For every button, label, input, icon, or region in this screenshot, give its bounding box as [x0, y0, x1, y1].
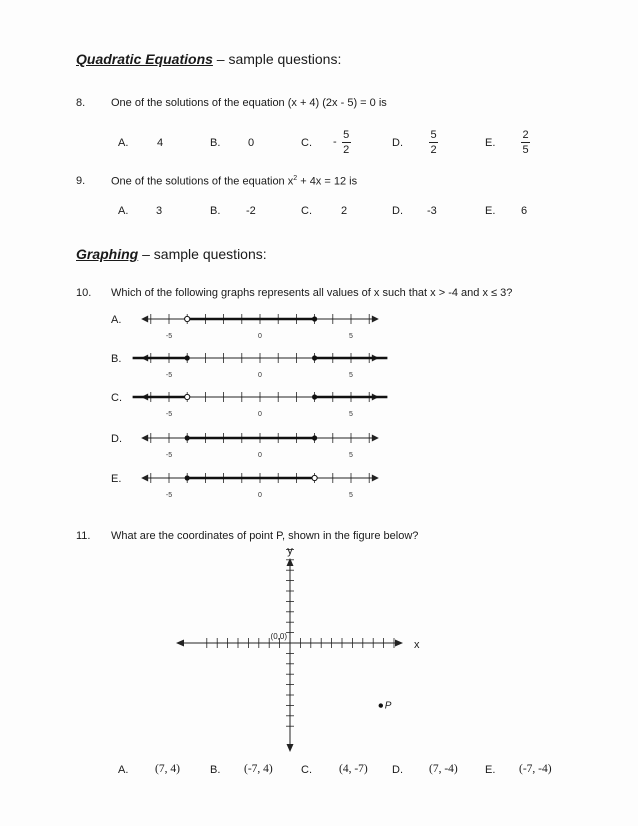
- point-p: [379, 703, 383, 707]
- question-number: 9.: [76, 175, 86, 187]
- option-letter: A.: [118, 137, 129, 149]
- option-letter: B.: [210, 137, 221, 149]
- closed-endpoint: [312, 355, 317, 360]
- graph-option-letter: D.: [111, 433, 122, 445]
- closed-endpoint: [312, 394, 317, 399]
- option-value: (-7, 4): [244, 763, 273, 775]
- option-fraction: [429, 129, 438, 156]
- tick-label: -5: [165, 372, 173, 379]
- option-value: 4: [157, 137, 164, 149]
- option-value: 3: [156, 205, 163, 217]
- origin-label: (0,0): [270, 632, 287, 641]
- section-title-underlined: Graphing: [76, 246, 139, 262]
- tick-label: 0: [258, 411, 262, 418]
- fraction-denominator: 5: [522, 144, 529, 156]
- option-letter: E.: [485, 205, 496, 217]
- question-text: One of the solutions of the equation (x + 4) (2x - 5) = 0 is: [111, 97, 387, 109]
- section-title-underlined: Quadratic Equations: [76, 51, 213, 67]
- option-letter: C.: [301, 764, 312, 776]
- point-p-label: P: [384, 700, 392, 712]
- tick-label: 0: [258, 492, 262, 499]
- question-number: 10.: [76, 287, 92, 299]
- exponent: 2: [293, 175, 298, 182]
- arrow-right-icon: [372, 475, 379, 482]
- tick-label: -5: [165, 333, 173, 340]
- question-text: What are the coordinates of point P, shown in the figure below?: [111, 530, 419, 542]
- arrow-up-icon: [287, 558, 294, 566]
- tick-label: -5: [165, 411, 173, 418]
- tick-label: 5: [349, 333, 353, 340]
- option-value: (7, -4): [429, 763, 458, 775]
- tick-label: 5: [349, 492, 353, 499]
- question-number: 11.: [76, 530, 91, 542]
- tick-label: -5: [165, 492, 173, 499]
- graph-option-letter: E.: [111, 473, 122, 485]
- option-letter: A.: [118, 764, 129, 776]
- question-number: 8.: [76, 97, 86, 109]
- fraction-sign: -: [333, 136, 337, 149]
- option-letter: D.: [392, 764, 403, 776]
- tick-label: 0: [258, 452, 262, 459]
- arrow-right-icon: [372, 435, 379, 442]
- closed-endpoint: [185, 355, 190, 360]
- question-text-start: One of the solutions of the equation x: [111, 175, 294, 188]
- option-value: (-7, -4): [519, 763, 552, 775]
- option-fraction: [333, 129, 351, 156]
- option-value: (7, 4): [155, 763, 180, 775]
- option-value: 2: [341, 205, 348, 217]
- closed-endpoint: [312, 316, 317, 321]
- section-title-rest: – sample questions:: [138, 246, 267, 262]
- open-endpoint: [185, 316, 190, 321]
- tick-label: 5: [349, 411, 353, 418]
- option-value: -2: [246, 205, 256, 217]
- tick-label: 5: [349, 372, 353, 379]
- question-text-end: + 4x = 12 is: [297, 175, 358, 188]
- arrow-left-icon: [176, 640, 184, 647]
- arrow-left-icon: [141, 475, 148, 482]
- section-title-quadratic: [76, 51, 341, 67]
- option-letter: B.: [210, 764, 221, 776]
- open-endpoint: [185, 394, 190, 399]
- option-letter: B.: [210, 205, 221, 217]
- fraction-numerator: 5: [430, 129, 437, 141]
- arrow-left-icon: [141, 435, 148, 442]
- option-letter: A.: [118, 205, 129, 217]
- tick-label: 0: [258, 333, 262, 340]
- option-letter: C.: [301, 205, 312, 217]
- graph-option-letter: A.: [111, 314, 122, 326]
- option-value: -3: [427, 205, 437, 217]
- option-letter: E.: [485, 764, 496, 776]
- arrow-left-icon: [141, 316, 148, 323]
- number-line-graphs: [100, 306, 400, 516]
- tick-label: -5: [165, 452, 173, 459]
- closed-endpoint: [185, 435, 190, 440]
- tick-label: 0: [258, 372, 262, 379]
- arrow-down-icon: [287, 744, 294, 752]
- y-axis-label: y: [287, 545, 293, 557]
- graph-option-letter: C.: [111, 392, 122, 404]
- coordinate-plane: [170, 540, 430, 760]
- option-value: 6: [521, 205, 528, 217]
- option-fraction: [521, 129, 530, 156]
- fraction-denominator: 2: [430, 144, 437, 156]
- option-letter: C.: [301, 137, 312, 149]
- question-text: Which of the following graphs represents all values of x such that x > -4 and x ≤ 3?: [111, 287, 513, 299]
- option-letter: D.: [392, 205, 403, 217]
- fraction-numerator: 5: [343, 129, 350, 141]
- tick-label: 5: [349, 452, 353, 459]
- graph-option-letter: B.: [111, 353, 122, 365]
- arrow-right-icon: [395, 640, 403, 647]
- option-value: 0: [248, 137, 255, 149]
- section-title-graphing: [76, 246, 267, 262]
- open-endpoint: [312, 475, 317, 480]
- section-title-rest: – sample questions:: [212, 51, 342, 67]
- option-letter: D.: [392, 137, 403, 149]
- fraction-denominator: 2: [343, 144, 350, 156]
- option-value: (4, -7): [339, 763, 368, 775]
- closed-endpoint: [312, 435, 317, 440]
- option-letter: E.: [485, 137, 496, 149]
- x-axis-label: x: [414, 639, 420, 651]
- closed-endpoint: [185, 475, 190, 480]
- fraction-numerator: 2: [522, 129, 529, 141]
- arrow-right-icon: [372, 316, 379, 323]
- question-text: [111, 175, 357, 188]
